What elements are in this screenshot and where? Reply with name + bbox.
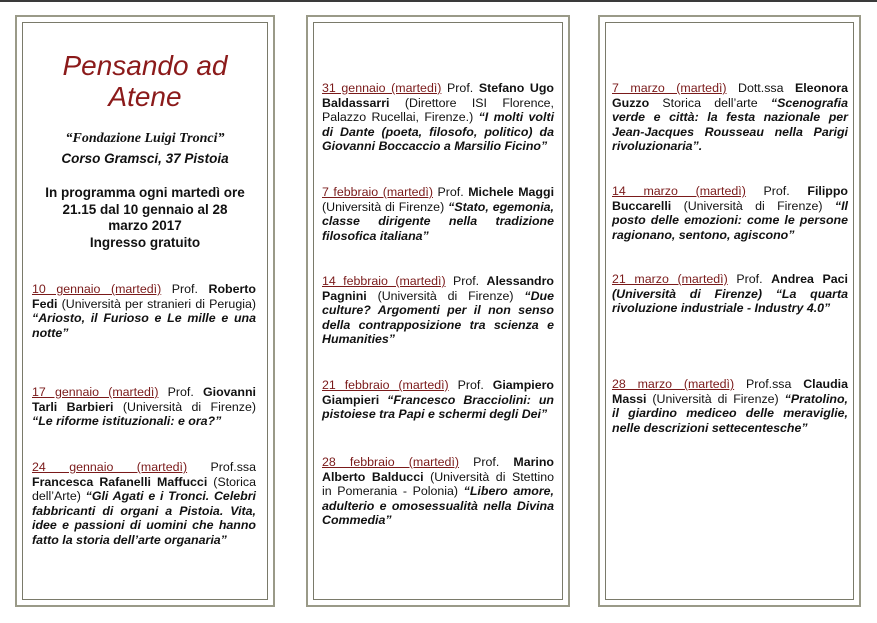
speaker-affiliation: (Storica dell’Arte) bbox=[32, 474, 257, 503]
event-title-prefix: Prof. bbox=[727, 272, 772, 286]
event-entry bbox=[612, 184, 848, 242]
program-line: In programma ogni martedì ore bbox=[45, 185, 245, 200]
event-entry bbox=[322, 81, 554, 154]
venue-address: Corso Gramsci, 37 Pistoia bbox=[61, 151, 229, 166]
speaker-name: Marino Alberto Balducci bbox=[322, 455, 554, 484]
talk-title: “Gli Agati e i Tronci. Celebri fabbricanti di organi a Pistoia. Vita, idee e passioni di uomini che hanno fatto la storia dell’arte organaria” bbox=[32, 489, 256, 547]
event-entry bbox=[612, 272, 848, 316]
speaker-name: Filippo Buccarelli bbox=[612, 184, 848, 213]
event-title-prefix: Prof. bbox=[441, 81, 479, 95]
event-date: 21 febbraio (martedì) bbox=[322, 378, 449, 392]
speaker-name: Claudia Massi bbox=[612, 377, 848, 406]
speaker-name: Andrea Paci bbox=[771, 272, 848, 286]
speaker-name: Eleonora Guzzo bbox=[612, 81, 848, 110]
speaker-affiliation: (Università di Firenze) bbox=[322, 199, 449, 214]
talk-title: “Le riforme istituzionali: e ora?” bbox=[32, 414, 222, 428]
title-line-2: Atene bbox=[108, 81, 182, 112]
talk-title: “Pratolino, il giardino mediceo delle meraviglie, nelle descrizioni settecentesche” bbox=[612, 391, 848, 435]
event-entry bbox=[612, 377, 848, 435]
event-date: 17 gennaio (martedì) bbox=[32, 385, 159, 399]
talk-title: “Due culture? Argomenti per il non senso della contrapposizione tra scienza e Humanities” bbox=[322, 288, 554, 346]
event-date: 21 marzo (martedì) bbox=[612, 272, 728, 286]
event-date: 7 febbraio (martedì) bbox=[322, 185, 433, 199]
speaker-affiliation: (Università di Firenze) bbox=[366, 288, 525, 303]
event-date: 24 gennaio (martedì) bbox=[32, 460, 188, 474]
speaker-affiliation: Storica dell’arte bbox=[649, 95, 771, 110]
program-line: Ingresso gratuito bbox=[89, 234, 201, 250]
event-title-prefix: Prof. bbox=[158, 385, 203, 399]
event-title-prefix: Prof.ssa bbox=[734, 377, 804, 391]
talk-title: “Libero amore, adulterio e omosessualità nella Divina Commedia” bbox=[322, 484, 554, 527]
event-entry bbox=[612, 81, 848, 154]
event-title-prefix: Prof. bbox=[445, 274, 487, 288]
event-entry bbox=[32, 282, 256, 340]
talk-title: “Ariosto, il Furioso e Le mille e una notte” bbox=[32, 311, 256, 340]
event-title-prefix: Dott.ssa bbox=[726, 81, 795, 95]
event-entry bbox=[322, 185, 554, 243]
talk-title: (Università di Firenze) “La quarta rivoluzione industriale - Industry 4.0” bbox=[612, 286, 848, 315]
speaker-name: Stefano Ugo Baldassarri bbox=[322, 81, 554, 110]
event-date: 28 febbraio (martedì) bbox=[322, 455, 460, 469]
event-title-prefix: Prof.ssa bbox=[187, 460, 256, 474]
speaker-affiliation: (Università di Firenze) bbox=[646, 391, 785, 406]
speaker-name: Michele Maggi bbox=[468, 185, 555, 199]
event-date: 28 marzo (martedì) bbox=[612, 377, 735, 391]
event-entry bbox=[322, 274, 554, 347]
speaker-affiliation: (Direttore ISI Florence, Palazzo Rucellai, Firenze.) bbox=[322, 95, 554, 124]
event-entry bbox=[322, 455, 554, 528]
event-series-title bbox=[32, 50, 258, 112]
event-date: 7 marzo (martedì) bbox=[612, 81, 727, 95]
speaker-affiliation: (Università per stranieri di Perugia) bbox=[57, 296, 256, 311]
speaker-affiliation: (Università di Firenze) bbox=[671, 198, 835, 213]
event-entry bbox=[32, 385, 256, 429]
talk-title: “I molti volti di Dante (poeta, filosofo, politico) da Giovanni Boccaccio a Marsilio Ficino” bbox=[322, 110, 555, 153]
talk-title: “Il posto delle emozioni: come le persone ragionano, sentono, agiscono” bbox=[612, 198, 848, 242]
program-info bbox=[32, 185, 258, 251]
top-border-line bbox=[0, 0, 877, 2]
event-date: 14 marzo (martedì) bbox=[612, 184, 746, 198]
talk-title: “Stato, egemonia, classe dirigente nella tradizione filosofica italiana” bbox=[322, 199, 554, 243]
venue-name: “Fondazione Luigi Tronci” bbox=[65, 131, 225, 146]
event-title-prefix: Prof. bbox=[448, 378, 493, 392]
event-date: 14 febbraio (martedì) bbox=[322, 274, 446, 288]
event-entry bbox=[32, 460, 256, 547]
speaker-affiliation: (Università di Firenze) bbox=[113, 399, 256, 414]
speaker-name: Francesca Rafanelli Maffucci bbox=[32, 474, 208, 489]
event-date: 10 gennaio (martedì) bbox=[32, 282, 162, 296]
speaker-name: Giovanni Tarli Barbieri bbox=[32, 385, 256, 414]
program-line: marzo 2017 bbox=[108, 218, 182, 233]
event-title-prefix: Prof. bbox=[433, 185, 469, 199]
talk-title: “Scenografia verde e città: la festa nazionale per Jean-Jacques Rousseau nella Parigi rivoluzionaria”. bbox=[612, 95, 848, 153]
speaker-affiliation bbox=[379, 393, 387, 407]
event-date: 31 gennaio (martedì) bbox=[322, 81, 442, 95]
event-title-prefix: Prof. bbox=[745, 184, 808, 198]
event-title-prefix: Prof. bbox=[459, 455, 514, 469]
event-entry bbox=[322, 378, 554, 422]
speaker-name: Alessandro Pagnini bbox=[322, 274, 554, 303]
talk-title: “Francesco Bracciolini: un pistoiese tra Papi e schermi degli Dei” bbox=[322, 392, 554, 421]
title-line-1: Pensando ad bbox=[62, 50, 228, 81]
speaker-name: Roberto Fedi bbox=[32, 282, 256, 311]
program-line: 21.15 dal 10 gennaio al 28 bbox=[62, 201, 228, 217]
speaker-affiliation: (Università di Stettino in Pomerania - Polonia) bbox=[322, 469, 554, 498]
speaker-name: Giampiero Giampieri bbox=[322, 378, 554, 407]
event-title-prefix: Prof. bbox=[161, 282, 209, 296]
